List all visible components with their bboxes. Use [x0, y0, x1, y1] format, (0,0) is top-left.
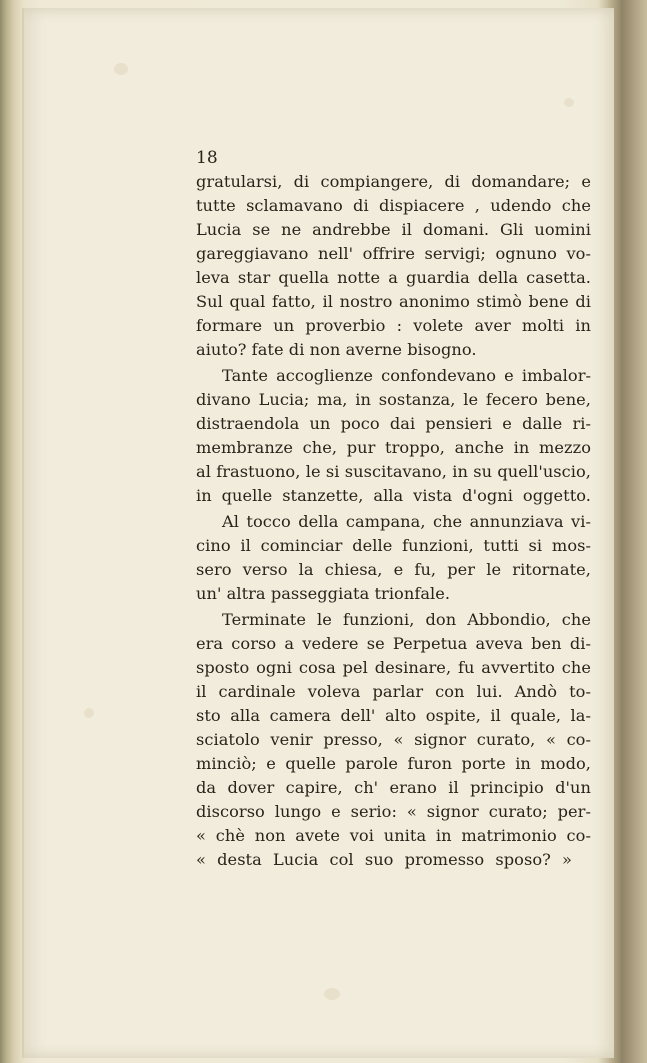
text-line: Terminate le funzioni, don Abbondio, che: [222, 610, 591, 629]
text-line: gratularsi, di compiangere, di domandare; e: [196, 172, 591, 191]
text-line: sto alla camera dell' alto ospite, il quale, la-: [196, 706, 591, 725]
text-line: il cardinale voleva parlar con lui. Andò to-: [196, 682, 591, 701]
text-line: leva star quella notte a guardia della casetta.: [196, 268, 591, 287]
text-line: sciatolo venir presso, « signor curato, « co-: [196, 730, 591, 749]
text-line: tutte sclamavano di dispiacere , udendo che: [196, 196, 591, 215]
paper-sheet: [22, 8, 614, 1058]
text-line: distraendola un poco dai pensieri e dalle ri-: [196, 414, 591, 433]
text-line: da dover capire, ch' erano il principio d'un: [196, 778, 591, 797]
foxing-spot: [114, 63, 128, 75]
text-line: Lucia se ne andrebbe il domani. Gli uomini: [196, 220, 591, 239]
text-line: sposto ogni cosa pel desinare, fu avvertito che: [196, 658, 591, 677]
text-line: discorso lungo e serio: « signor curato; per-: [196, 802, 591, 821]
text-line: Sul qual fatto, il nostro anonimo stimò bene di: [196, 292, 591, 311]
text-line: membranze che, pur troppo, anche in mezzo: [196, 438, 591, 457]
text-line: gareggiavano nell' offrire servigi; ognuno vo-: [196, 244, 591, 263]
text-line: formare un proverbio : volete aver molti in: [196, 316, 591, 335]
text-line: « desta Lucia col suo promesso sposo? »: [196, 850, 572, 869]
text-line: Tante accoglienze confondevano e imbalor-: [222, 366, 591, 385]
text-line: aiuto? fate di non averne bisogno.: [196, 340, 477, 359]
text-line: « chè non avete voi unita in matrimonio co-: [196, 826, 591, 845]
text-line: al frastuono, le si suscitavano, in su quell'uscio,: [196, 462, 591, 481]
foxing-spot: [324, 988, 340, 1000]
page-number: 18: [196, 148, 218, 168]
text-line: era corso a vedere se Perpetua aveva ben di-: [196, 634, 591, 653]
text-line: Al tocco della campana, che annunziava vi-: [222, 512, 591, 531]
text-line: un' altra passeggiata trionfale.: [196, 584, 451, 603]
text-line: in quelle stanzette, alla vista d'ogni oggetto.: [196, 486, 591, 505]
foxing-spot: [84, 708, 94, 718]
text-line: divano Lucia; ma, in sostanza, le fecero bene,: [196, 390, 591, 409]
foxing-spot: [564, 98, 574, 107]
text-line: cino il cominciar delle funzioni, tutti si mos-: [196, 536, 591, 555]
text-line: minciò; e quelle parole furon porte in modo,: [196, 754, 591, 773]
text-line: sero verso la chiesa, e fu, per le ritornate,: [196, 560, 591, 579]
